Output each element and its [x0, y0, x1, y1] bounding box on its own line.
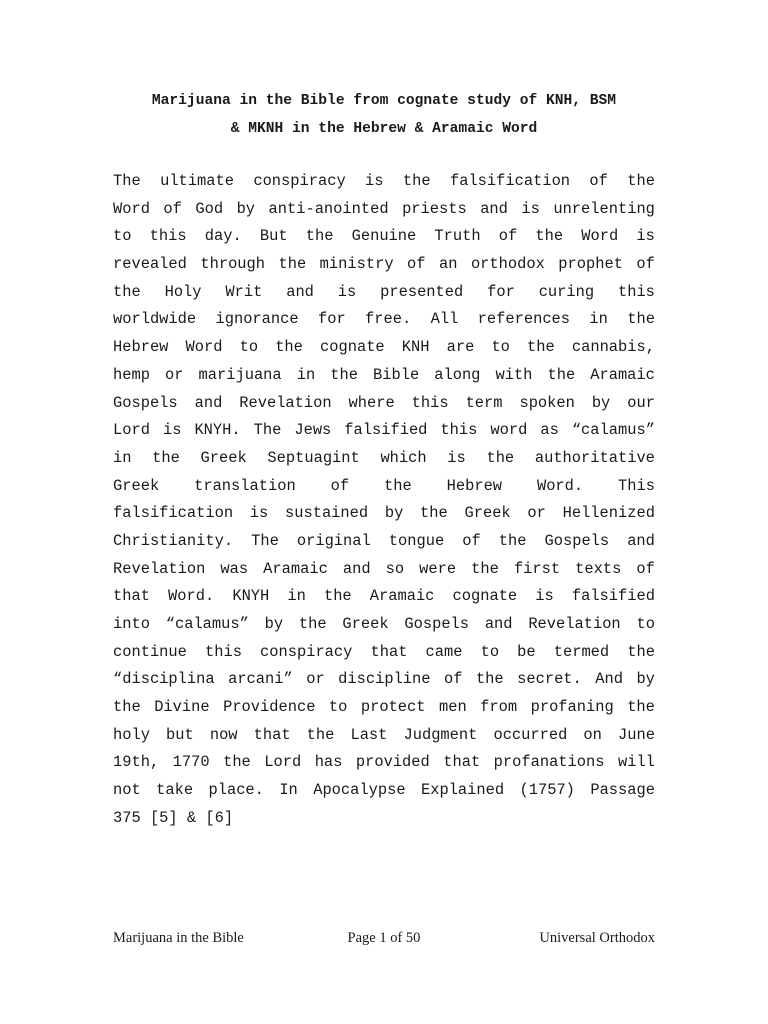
title-line-1: Marijuana in the Bible from cognate study of KNH, BSM: [151, 93, 617, 109]
body-word: the: [305, 227, 334, 246]
body-word: to: [636, 615, 655, 633]
body-word: and: [484, 615, 513, 633]
body-word: the: [113, 282, 141, 301]
body-word: in: [589, 310, 608, 329]
body-word: and: [194, 393, 223, 412]
body-word: that: [113, 587, 150, 606]
body-word: of: [462, 531, 481, 550]
body-word: and: [342, 559, 371, 578]
body-word: continue: [113, 642, 187, 661]
body-word: worldwide: [113, 310, 197, 329]
body-word: men: [438, 698, 467, 717]
body-word: the: [535, 227, 564, 246]
body-line: [113, 306, 655, 334]
body-word: KNYH.: [194, 421, 241, 440]
body-word: the: [627, 172, 655, 190]
body-word: Holy: [164, 282, 202, 301]
body-word: of: [443, 670, 463, 689]
body-word: 19th,: [113, 753, 160, 772]
body-word: to: [113, 227, 132, 246]
body-word: of: [407, 255, 426, 274]
body-word: to: [491, 338, 510, 357]
body-word: were: [419, 559, 457, 578]
body-word: (1757): [519, 781, 575, 800]
body-word: the: [330, 365, 358, 384]
body-word: Aramaic: [369, 587, 435, 606]
body-word: In: [279, 781, 298, 800]
body-word: original: [296, 531, 371, 550]
body-word: term: [465, 393, 503, 412]
body-word: orthodox: [470, 255, 545, 274]
body-word: falsified: [344, 421, 428, 440]
body-word: Word: [581, 227, 619, 246]
body-word: Aramaic: [263, 559, 328, 578]
body-line: [113, 417, 655, 445]
body-word: as: [540, 421, 559, 440]
body-word: the: [498, 531, 527, 550]
body-word: Word: [113, 199, 150, 218]
body-word: Word.: [536, 476, 584, 495]
page-footer: [113, 930, 655, 952]
body-word: Hellenized: [562, 504, 655, 523]
body-word: place.: [208, 781, 264, 800]
body-word: profanations: [493, 753, 605, 772]
body-word: the: [627, 642, 655, 661]
body-word: the: [627, 310, 655, 329]
body-word: provided: [355, 753, 430, 772]
body-word: conspiracy: [253, 172, 346, 190]
body-word: or: [306, 670, 325, 689]
body-word: is: [535, 587, 554, 606]
body-word: the: [113, 698, 141, 717]
body-word: which: [380, 448, 427, 467]
body-word: with: [495, 365, 533, 384]
body-line: [113, 556, 655, 584]
body-word: or: [527, 504, 546, 523]
body-word: the: [547, 365, 576, 384]
body-word: has: [314, 753, 343, 772]
body-word: arcani”: [228, 670, 293, 689]
body-line: [113, 168, 655, 196]
body-word: termed: [553, 642, 610, 661]
body-word: so: [385, 559, 405, 578]
body-word: KNYH: [232, 587, 270, 606]
body-word: texts: [575, 559, 622, 578]
body-word: to: [480, 642, 500, 661]
body-line: [113, 583, 655, 611]
body-word: be: [517, 642, 536, 661]
body-line: [113, 611, 655, 639]
body-line-text: 375 [5] & [6]: [113, 808, 234, 827]
body-word: to: [239, 338, 259, 357]
body-word: of: [163, 199, 182, 218]
body-word: Apocalypse: [313, 781, 406, 800]
body-line: [113, 445, 655, 473]
body-word: the: [278, 255, 307, 274]
body-word: protect: [360, 698, 426, 717]
body-word: the: [223, 753, 251, 772]
body-word: this: [440, 421, 478, 440]
body-word: this: [149, 227, 187, 246]
body-word: June: [617, 725, 655, 744]
body-word: revealed: [113, 255, 187, 274]
body-word: first: [513, 559, 561, 578]
body-word: Revelation: [113, 559, 206, 578]
body-word: falsification: [449, 172, 571, 190]
body-word: “calamus”: [571, 421, 655, 440]
body-word: Greek: [342, 615, 389, 633]
body-word: tongue: [388, 531, 445, 550]
body-line: [113, 390, 655, 418]
body-word: is: [521, 199, 540, 218]
body-word: Last: [350, 725, 388, 744]
body-word: “calamus”: [165, 615, 249, 633]
body-line: [113, 279, 655, 307]
body-line: [113, 722, 655, 750]
body-word: Revelation: [528, 615, 621, 633]
body-word: God: [195, 199, 224, 218]
body-line: [113, 500, 655, 528]
body-word: Truth: [434, 227, 481, 246]
body-word: the: [471, 559, 499, 578]
body-word: by: [236, 199, 256, 218]
body-word: discipline: [338, 670, 431, 689]
body-word: anti-anointed: [268, 199, 389, 218]
body-line: [113, 639, 655, 667]
body-word: the: [384, 476, 412, 495]
body-word: this: [204, 642, 242, 661]
body-word: profaning: [530, 698, 614, 717]
body-word: the: [486, 448, 515, 467]
body-line: [113, 251, 655, 279]
body-word: but: [166, 725, 194, 744]
body-word: came: [425, 642, 463, 661]
body-word: Word.: [168, 587, 215, 606]
body-word: the: [298, 615, 327, 633]
body-word: the: [402, 172, 431, 190]
body-word: Greek: [113, 476, 160, 495]
body-word: ministry: [319, 255, 394, 274]
body-word: take: [156, 781, 194, 800]
body-word: falsification: [113, 504, 234, 523]
body-word: cannabis,: [571, 338, 655, 357]
body-word: Providence: [223, 698, 316, 717]
body-word: into: [113, 615, 150, 633]
body-word: the: [306, 725, 335, 744]
body-word: Jews: [294, 421, 332, 440]
body-word: Judgment: [403, 725, 478, 744]
body-word: day.: [204, 227, 242, 246]
body-word: this: [411, 393, 449, 412]
body-line: [113, 334, 655, 362]
body-line: [113, 749, 655, 777]
body-word: in: [113, 448, 132, 467]
body-word: our: [627, 393, 655, 412]
body-word: is: [447, 448, 466, 467]
body-word: Revelation: [239, 393, 332, 412]
body-word: of: [589, 172, 608, 190]
body-word: the: [627, 698, 655, 717]
body-word: for: [317, 310, 346, 329]
body-word: the: [420, 504, 448, 523]
body-word: from: [480, 698, 518, 717]
body-word: The: [251, 531, 279, 550]
body-word: 1770: [172, 753, 210, 772]
body-word: falsified: [571, 587, 655, 606]
body-word: of: [498, 227, 518, 246]
body-word: of: [636, 559, 655, 578]
body-line: [113, 223, 655, 251]
body-word: KNH: [401, 338, 430, 357]
body-word: references: [477, 310, 571, 329]
body-word: Hebrew: [113, 338, 169, 357]
body-word: where: [348, 393, 395, 412]
body-word: marijuana: [198, 365, 282, 384]
body-word: translation: [194, 476, 296, 495]
body-word: the: [475, 670, 504, 689]
body-word: occurred: [493, 725, 568, 744]
body-word: Greek: [464, 504, 511, 523]
body-word: and: [480, 199, 508, 218]
body-line: [113, 805, 655, 833]
body-word: Word: [185, 338, 223, 357]
body-word: All: [430, 310, 459, 329]
footer-publisher: Universal Orthodox: [539, 930, 655, 946]
body-word: Hebrew: [446, 476, 503, 495]
body-word: spoken: [519, 393, 575, 412]
body-paragraph: [113, 168, 655, 833]
body-word: Passage: [590, 781, 655, 800]
body-word: will: [617, 753, 655, 772]
body-word: along: [434, 365, 481, 384]
body-word: Gospels: [544, 531, 610, 550]
body-word: Divine: [154, 698, 210, 717]
title-line-2: & MKNH in the Hebrew & Aramaic Word: [230, 120, 538, 137]
body-word: the: [152, 448, 180, 467]
body-word: hemp: [113, 365, 150, 384]
body-line: [113, 528, 655, 556]
body-word: The: [113, 172, 141, 190]
body-word: the: [275, 338, 303, 357]
body-word: the: [527, 338, 555, 357]
body-word: this: [617, 282, 655, 301]
body-word: “disciplina: [113, 670, 215, 689]
body-line: [113, 362, 655, 390]
body-word: by: [591, 393, 611, 412]
body-word: or: [165, 365, 184, 384]
body-word: of: [636, 255, 655, 274]
body-word: Gospels: [113, 393, 178, 412]
body-line: [113, 777, 655, 805]
body-word: word: [490, 421, 528, 440]
body-word: not: [113, 781, 141, 800]
body-word: that: [253, 725, 291, 744]
body-line: [113, 473, 655, 501]
body-word: is: [249, 504, 269, 523]
body-word: free.: [365, 310, 412, 329]
body-word: prophet: [558, 255, 623, 274]
body-word: authoritative: [534, 448, 655, 467]
body-word: are: [446, 338, 475, 357]
body-word: is: [162, 421, 182, 440]
body-word: Genuine: [351, 227, 417, 246]
body-word: the: [323, 587, 352, 606]
body-word: Lord: [264, 753, 302, 772]
body-word: ignorance: [215, 310, 299, 329]
body-line: [113, 694, 655, 722]
body-word: Explained: [420, 781, 505, 800]
body-word: curing: [538, 282, 595, 301]
body-word: conspiracy: [260, 642, 353, 661]
body-word: that: [443, 753, 481, 772]
body-word: Writ: [225, 282, 263, 301]
body-word: priests: [402, 199, 467, 218]
body-word: by: [636, 670, 655, 689]
body-word: And: [595, 670, 623, 689]
document-title: [0, 88, 768, 143]
body-word: in: [296, 365, 316, 384]
body-word: by: [384, 504, 404, 523]
body-word: through: [200, 255, 266, 274]
body-word: Christianity.: [113, 531, 234, 550]
body-word: Aramaic: [590, 365, 655, 384]
body-word: and: [286, 282, 314, 301]
body-word: is: [337, 282, 357, 301]
body-word: holy: [113, 725, 150, 744]
body-word: is: [365, 172, 384, 190]
body-word: Septuagint: [267, 448, 360, 467]
body-word: Lord: [113, 421, 150, 440]
body-word: The: [253, 421, 282, 440]
body-word: Gospels: [404, 615, 470, 633]
body-word: was: [220, 559, 249, 578]
body-word: sustained: [285, 504, 369, 523]
body-word: cognate: [452, 587, 518, 606]
body-word: This: [618, 476, 655, 495]
body-word: presented: [380, 282, 464, 301]
body-word: in: [287, 587, 306, 606]
body-word: Bible: [373, 365, 420, 384]
body-word: that: [370, 642, 408, 661]
body-word: an: [438, 255, 458, 274]
body-word: and: [627, 531, 655, 550]
body-line: [113, 196, 655, 224]
body-word: Greek: [200, 448, 247, 467]
body-word: unrelenting: [553, 199, 655, 218]
body-line: [113, 666, 655, 694]
body-word: for: [487, 282, 515, 301]
footer-document-title: Marijuana in the Bible: [113, 930, 244, 946]
body-word: of: [330, 476, 350, 495]
footer-page-number: Page 1 of 50: [347, 930, 421, 946]
body-word: to: [328, 698, 348, 717]
body-word: ultimate: [160, 172, 234, 190]
body-word: now: [209, 725, 238, 744]
body-word: by: [264, 615, 284, 633]
body-word: is: [636, 227, 655, 246]
body-word: But: [259, 227, 288, 246]
body-word: secret.: [517, 670, 582, 689]
body-word: cognate: [320, 338, 385, 357]
body-word: on: [583, 725, 602, 744]
